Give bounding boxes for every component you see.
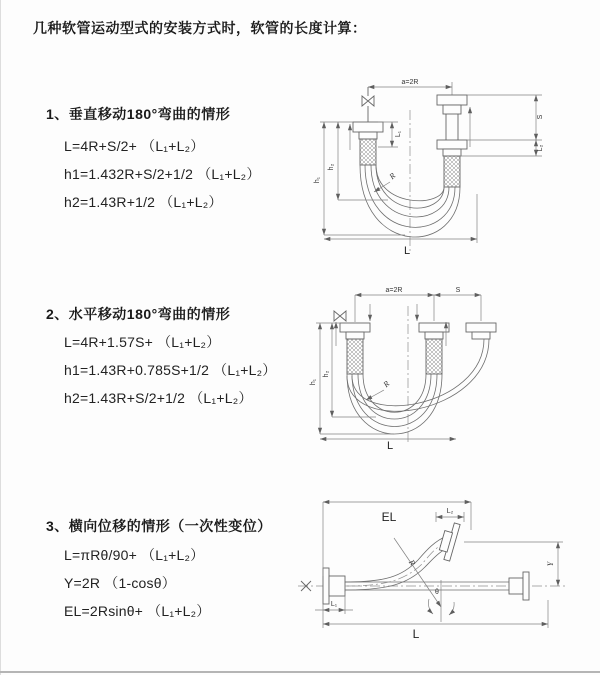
dim-stroke-S xyxy=(434,287,481,295)
dim-label-h2: h₂ xyxy=(328,163,335,171)
section-2-formula-h2: h2=1.43R+S/2+1/2 （L₁+L₂） xyxy=(64,390,253,406)
section-1-formula-h2: h2=1.43R+1/2 （L₁+L₂） xyxy=(64,194,223,210)
radius-line xyxy=(394,538,441,607)
hose-curves-position-a xyxy=(347,374,442,434)
section-1-formula-h1: h1=1.432R+S/2+1/2 （L₁+L₂） xyxy=(64,166,261,182)
section-2-formula-L: L=4R+1.57S+ （L₁+L₂） xyxy=(64,334,221,350)
section-3-formula-L: L=πRθ/90+ （L₁+L₂） xyxy=(64,547,205,563)
section-2-formula-h1: h1=1.43R+0.785S+1/2 （L₁+L₂） xyxy=(64,362,277,378)
dim-label-L1: L₁ xyxy=(330,601,338,608)
page-title: 几种软管运动型式的安装方式时，软管的长度计算： xyxy=(33,20,367,36)
section-3-formula-EL: EL=2Rsinθ+ （L₁+L₂） xyxy=(64,603,211,619)
left-fitting xyxy=(323,568,345,604)
diagram-lateral-displacement xyxy=(296,490,600,648)
section-1-formula-L: L=4R+S/2+ （L₁+L₂） xyxy=(64,138,205,154)
dim-length-L xyxy=(324,194,477,257)
dim-stroke-S xyxy=(467,95,544,140)
dim-length-L xyxy=(323,600,548,641)
section-1-heading: 1、垂直移动180°弯曲的情形 xyxy=(46,106,231,122)
right-fitting xyxy=(466,323,496,339)
dim-label-h1: h₁ xyxy=(314,176,321,184)
dim-height-h2 xyxy=(328,122,388,200)
left-fitting xyxy=(340,323,370,374)
dim-label-h1: h₁ xyxy=(310,378,317,386)
left-fitting xyxy=(353,122,383,165)
upper-right-fitting xyxy=(437,521,460,561)
dim-fitting-L2 xyxy=(460,140,544,156)
dim-label-R: R xyxy=(406,558,418,568)
page-edge-bottom xyxy=(0,671,600,673)
radius-callout xyxy=(366,379,391,400)
section-2-heading: 2、水平移动180°弯曲的情形 xyxy=(46,306,231,322)
dim-span-a2r xyxy=(368,79,452,95)
dim-label-L: L xyxy=(412,627,420,641)
braided-hose-section xyxy=(347,339,363,374)
valve-icon xyxy=(362,87,374,122)
section-3-heading: 3、横向位移的情形（一次性变位） xyxy=(46,518,272,534)
dim-label-L2: L₂ xyxy=(537,144,544,152)
right-fitting xyxy=(509,572,529,600)
dim-label-L: L xyxy=(386,440,394,450)
dim-label-a2r: a=2R xyxy=(385,287,403,294)
diagram-vertical-180-bend xyxy=(310,72,570,257)
dim-span-a2r xyxy=(355,287,481,322)
dim-label-L1: L₁ xyxy=(395,130,402,138)
dim-label-S: S xyxy=(455,287,461,294)
diagram-horizontal-180-bend xyxy=(306,282,596,450)
dim-label-L: L xyxy=(403,245,411,257)
dim-label-a2r: a=2R xyxy=(401,79,419,86)
dim-label-R: R xyxy=(381,379,392,390)
dim-label-theta: θ xyxy=(435,589,439,596)
section-3-formula-Y: Y=2R （1-cosθ） xyxy=(64,575,176,591)
braided-hose-section xyxy=(426,339,442,374)
valve-icon xyxy=(334,311,346,321)
page-edge-left xyxy=(0,0,1,675)
dim-fitting-L2 xyxy=(436,508,464,522)
middle-fitting xyxy=(419,323,449,374)
dim-label-R: R xyxy=(387,171,398,182)
dim-label-h2: h₂ xyxy=(323,370,330,378)
right-fitting xyxy=(437,95,467,187)
braided-hose-section xyxy=(444,156,460,187)
dim-label-L2: L₂ xyxy=(446,508,454,515)
dim-label-EL: EL xyxy=(381,510,397,524)
dim-label-Y: Y xyxy=(546,561,555,567)
braided-hose-section xyxy=(360,139,376,165)
dim-length-L xyxy=(320,439,456,450)
dim-label-S: S xyxy=(537,114,544,120)
